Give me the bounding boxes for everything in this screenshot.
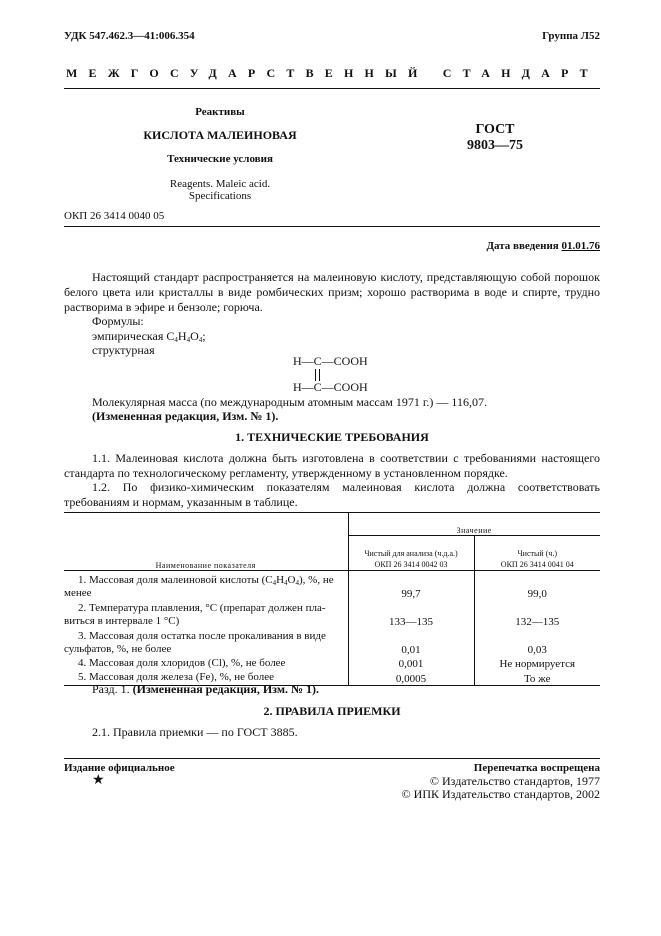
intro-date-value: 01.01.76: [561, 240, 600, 252]
section-amendment: Разд. 1. (Измененная редакция, Изм. № 1).: [92, 682, 320, 696]
group-code: Группа Л52: [542, 30, 600, 42]
banner-rule: [64, 88, 600, 89]
paragraph-2-1: 2.1. Правила приемки — по ГОСТ 3885.: [92, 725, 298, 739]
gost-number: 9803—75: [467, 138, 523, 153]
intro-paragraph: Настоящий стандарт распространяется на малеиновую кислоту, представляющую собой порошок белого цвета или кристаллы в виде ромбических призм; хорошо растворима в воде и спирте, трудно растворима в эфире и бензоле; горюча.: [64, 270, 600, 314]
en-subtitle: Specifications: [188, 190, 252, 202]
copyright-1977: © Издательство стандартов, 1977: [429, 774, 600, 788]
intro-date: [486, 240, 600, 252]
empirical-formula: эмпирическая $C_4H_4O_4$;: [92, 329, 206, 344]
table-row: 3. Массовая доля остатка после прокаливания в виде сульфатов, %, не более 0,01 0,03: [64, 630, 547, 656]
paragraph-1-2: 1.2. По физико-химическим показателям малеиновая кислота должна соответствовать требованиям и нормам, указанным в таблице.: [64, 480, 600, 509]
table-row: 5. Массовая доля железа (Fe), %, не более 0,0005 То же: [64, 670, 600, 686]
copyright-2002: © ИПК Издательство стандартов, 2002: [401, 787, 600, 801]
section-1-heading: 1. ТЕХНИЧЕСКИЕ ТРЕБОВАНИЯ: [235, 430, 429, 444]
en-title: Reagents. Maleic acid.: [169, 178, 271, 190]
doc-subtitle: Технические условия: [167, 153, 273, 165]
table-row: 1. Массовая доля малеиновой кислоты $(C_4H_4O_4)$, %, не менее 99,7 99,0: [64, 571, 600, 601]
gost-label: ГОСТ: [475, 122, 515, 137]
col-cda-header: Чистый для анализа (ч.д.а.) ОКП 26 3414 0042 03: [348, 536, 474, 571]
structural-label: структурная: [92, 343, 155, 357]
okp-code: ОКП 26 3414 0040 05: [64, 210, 165, 222]
intro-date-label: Дата введения: [486, 240, 559, 252]
table-row: 4. Массовая доля хлоридов (Cl), %, не более 0,001 Не нормируется: [64, 656, 600, 670]
okp-rule: [64, 226, 600, 227]
reprint-notice: Перепечатка воспрещена: [473, 762, 600, 774]
col-value-header: Значение: [348, 513, 600, 536]
table-row: 2. Температура плавления, °С (препарат должен пла- виться в интервале 1 °С) 133—135 132—135: [64, 602, 560, 628]
struct-line-1: H—C—COOH: [293, 354, 368, 368]
table-header-row: [64, 513, 600, 536]
col-name-header: Наименование показателя: [64, 513, 348, 571]
doc-title: КИСЛОТА МАЛЕИНОВАЯ: [143, 128, 297, 142]
category: Реактивы: [195, 106, 245, 118]
col-ch-header: Чистый (ч.) ОКП 26 3414 0041 04: [474, 536, 600, 571]
banner: МЕЖГОСУДАРСТВЕННЫЙ СТАНДАРТ: [66, 66, 599, 80]
struct-line-2: H—C—COOH: [293, 380, 368, 394]
section-2-heading: 2. ПРАВИЛА ПРИЕМКИ: [263, 704, 401, 718]
udk-code: УДК 547.462.3—41:006.354: [64, 30, 195, 42]
molar-mass: Молекулярная масса (по международным атомным массам 1971 г.) — 116,07.: [92, 395, 487, 409]
requirements-table: [64, 512, 600, 686]
official-edition: Издание официальное: [64, 762, 175, 774]
footer-rule: [64, 758, 600, 759]
formulas-label: Формулы:: [92, 314, 144, 328]
paragraph-1-1: 1.1. Малеиновая кислота должна быть изготовлена в соответствии с требованиями настоящего стандарта по технологическому регламенту, утвержденному в установленном порядке.: [64, 451, 600, 480]
amendment-note-1: (Измененная редакция, Изм. № 1).: [92, 409, 279, 423]
star-icon: ★: [92, 773, 105, 788]
